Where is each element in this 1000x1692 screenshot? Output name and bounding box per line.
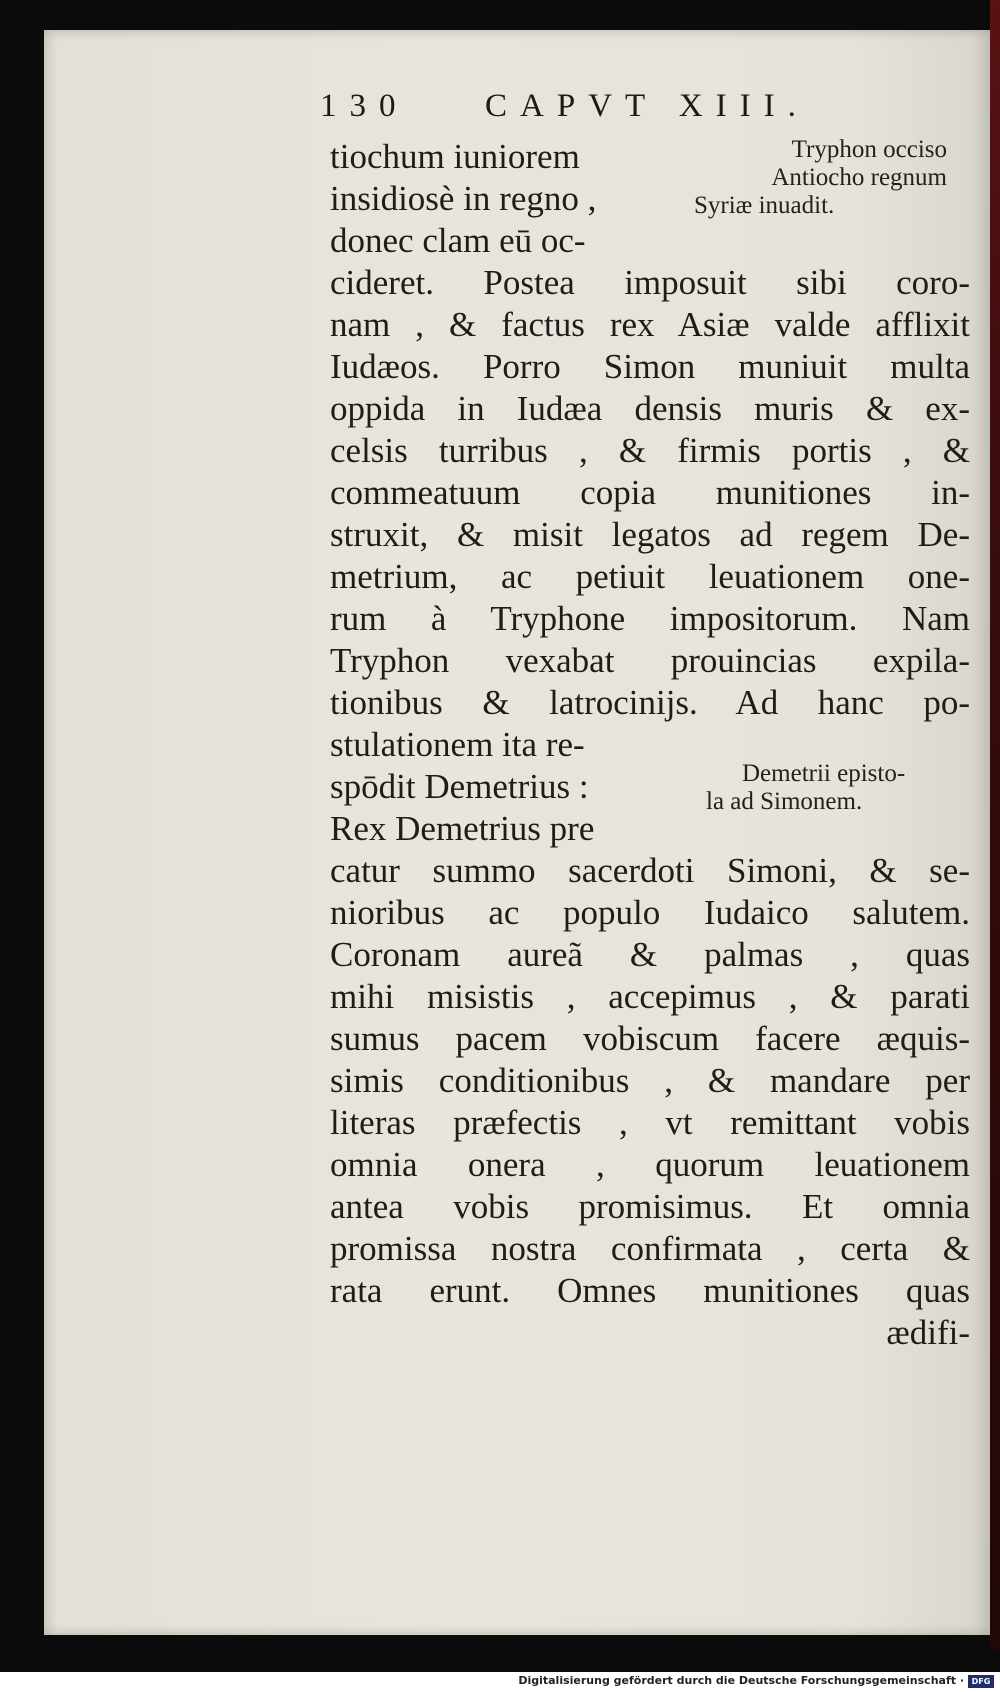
dfg-logo: DFG <box>968 1675 994 1688</box>
marginal-note-demetrius <box>706 760 946 816</box>
running-header <box>320 88 809 125</box>
text-line: Rex Demetrius pre <box>330 809 595 848</box>
note-line: Tryphon occiso <box>791 136 947 163</box>
text-line: sumus pacem vobiscum facere æquis- <box>330 1019 970 1058</box>
note-line: Syriæ inuadit. <box>694 192 835 219</box>
text-line: tionibus & latrocinijs. Ad hanc po- <box>330 683 970 722</box>
text-line: spōdit Demetrius : <box>330 767 589 806</box>
marginal-note-tryphon <box>692 136 947 220</box>
text-line: stulationem ita re- <box>330 725 585 764</box>
text-line: cideret. Postea imposuit sibi coro- <box>330 263 970 302</box>
text-line: tiochum iuniorem <box>330 137 580 176</box>
catchword: ædifi- <box>886 1313 970 1352</box>
text-line: antea vobis promisimus. Et omnia <box>330 1187 970 1226</box>
text-line: literas præfectis , vt remittant vobis <box>330 1103 970 1142</box>
text-line: oppida in Iudæa densis muris & ex- <box>330 389 970 428</box>
note-line: la ad Simonem. <box>706 788 863 815</box>
chapter-heading: CAPVT XIII. <box>485 88 809 124</box>
funding-credit: Digitalisierung gefördert durch die Deutsche Forschungsgemeinschaft · <box>518 1674 964 1687</box>
digitization-footer <box>0 1672 1000 1692</box>
text-line: struxit, & misit legatos ad regem De- <box>330 515 970 554</box>
page-number: 130 <box>320 88 409 124</box>
text-line: simis conditionibus , & mandare per <box>330 1061 970 1100</box>
text-line: Coronam aureã & palmas , quas <box>330 935 970 974</box>
text-line: Tryphon vexabat prouincias expila- <box>330 641 970 680</box>
text-line: rum à Tryphone impositorum. Nam <box>330 599 970 638</box>
text-line: rata erunt. Omnes munitiones quas <box>330 1271 970 1310</box>
text-line: catur summo sacerdoti Simoni, & se- <box>330 851 970 890</box>
text-line: celsis turribus , & firmis portis , & <box>330 431 970 470</box>
text-line: insidiosè in regno , <box>330 179 597 218</box>
book-cover-edge <box>990 0 1000 1650</box>
text-line: omnia onera , quorum leuationem <box>330 1145 970 1184</box>
text-line: commeatuum copia munitiones in- <box>330 473 970 512</box>
text-line: Iudæos. Porro Simon muniuit multa <box>330 347 970 386</box>
text-line: promissa nostra confirmata , certa & <box>330 1229 970 1268</box>
text-line: nam , & factus rex Asiæ valde afflixit <box>330 305 970 344</box>
main-text-block <box>330 136 970 1354</box>
text-line: donec clam eū oc- <box>330 221 586 260</box>
text-line: mihi misistis , accepimus , & parati <box>330 977 970 1016</box>
text-line: metrium, ac petiuit leuationem one- <box>330 557 970 596</box>
note-line: Demetrii episto- <box>742 760 906 787</box>
text-line: nioribus ac populo Iudaico salutem. <box>330 893 970 932</box>
note-line: Antiocho regnum <box>771 164 947 191</box>
